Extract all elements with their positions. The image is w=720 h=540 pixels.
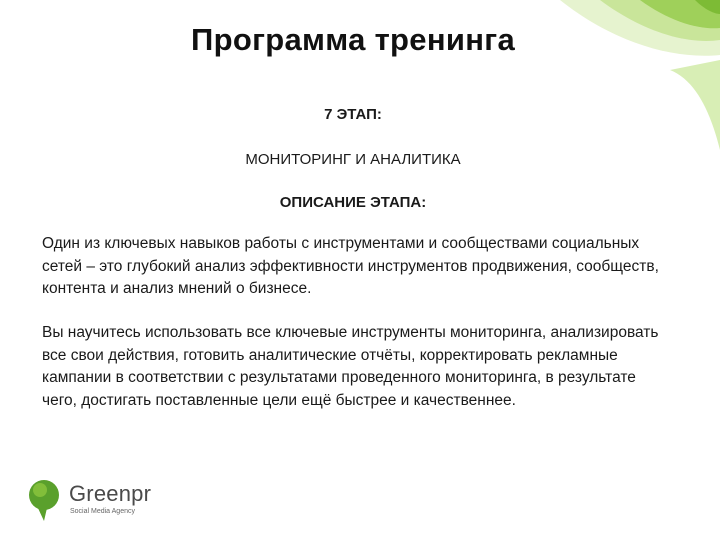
description-paragraph-1: Один из ключевых навыков работы с инструментами и сообществами социальных сетей – это глубокий анализ эффективности инструментов продвижения, сообществ, контента и анализ мнений о бизнесе. xyxy=(42,235,659,297)
logo-tagline: Social Media Agency xyxy=(70,508,135,515)
logo-name: Greenpr xyxy=(69,481,152,506)
stage-number: 7 ЭТАП: xyxy=(324,106,382,123)
description-header: ОПИСАНИЕ ЭТАПА: xyxy=(279,194,427,211)
green-globe-pin-icon xyxy=(27,478,63,522)
stage-name: МОНИТОРИНГ И АНАЛИТИКА xyxy=(245,151,461,168)
greenpr-logo xyxy=(27,478,177,522)
description-paragraph-2: Вы научитесь использовать все ключевые инструменты мониторинга, анализировать все свои действия, готовить аналитические отчёты, корректировать рекламные кампании в соответствии с результатами проведенного мониторинга, в результате чего, достигать поставленные цели ещё быстрее и качественнее. xyxy=(42,324,659,409)
slide-title: Программа тренинга xyxy=(191,22,515,57)
